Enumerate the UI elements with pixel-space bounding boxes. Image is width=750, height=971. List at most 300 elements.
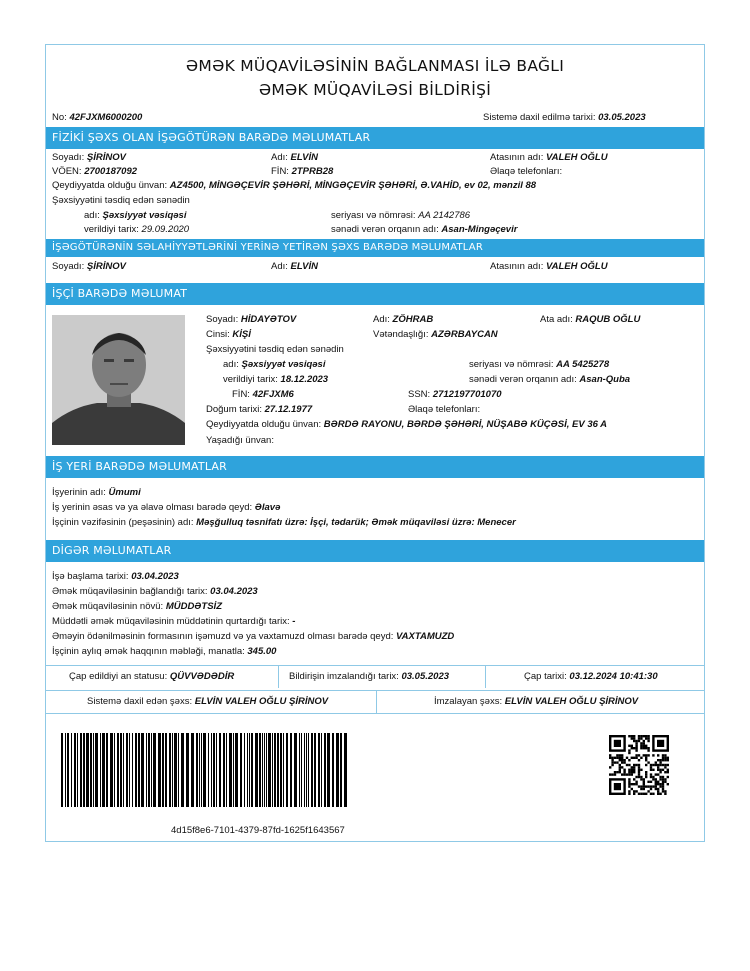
barcode-bar: [199, 733, 200, 807]
barcode-bar: [102, 733, 105, 807]
qr-module: [623, 771, 625, 773]
employee-row-5: [46, 373, 704, 387]
representative-father: Atasının adı: VALEH OĞLU: [490, 261, 608, 272]
qr-module: [664, 781, 666, 783]
qr-module: [657, 759, 659, 761]
qr-finder: [657, 740, 664, 747]
barcode-bar: [266, 733, 267, 807]
barcode-bar: [247, 733, 248, 807]
workplace-row-2: [46, 501, 704, 515]
qr-module: [650, 773, 652, 775]
qr-module: [633, 766, 635, 768]
qr-module: [659, 761, 661, 763]
qr-module: [645, 754, 647, 756]
qr-module: [640, 745, 642, 747]
employee-doc-issuer: sənədi verən orqanın adı: Asan-Quba: [469, 374, 631, 385]
qr-module: [619, 754, 621, 756]
qr-module: [626, 773, 628, 775]
qr-module: [647, 749, 649, 751]
barcode-bar: [67, 733, 69, 807]
employee-fin: FİN: 42FJXM6: [232, 389, 294, 400]
qr-module: [628, 790, 630, 792]
qr-module: [645, 737, 647, 739]
other-row-3: [46, 600, 704, 614]
qr-module: [662, 783, 664, 785]
qr-module: [647, 761, 649, 763]
qr-module: [650, 776, 652, 778]
barcode-bar: [274, 733, 276, 807]
barcode-bar: [280, 733, 282, 807]
employer-voen: VÖEN: 2700187092: [52, 166, 138, 177]
barcode-bar: [74, 733, 76, 807]
qr-module: [659, 771, 661, 773]
qr-module: [643, 793, 645, 795]
qr-module: [640, 735, 642, 737]
workplace-employer-name: İşyerinin adı: Ümumi: [52, 487, 141, 498]
qr-module: [635, 776, 637, 778]
qr-module: [628, 781, 630, 783]
barcode-bar: [162, 733, 164, 807]
qr-module: [645, 757, 647, 759]
barcode-bar: [235, 733, 238, 807]
qr-module: [638, 766, 640, 768]
qr-module: [664, 771, 666, 773]
entry-date: Sistemə daxil edilmə tarixi: 03.05.2023: [483, 112, 646, 123]
barcode-bar: [251, 733, 253, 807]
barcode-bar: [169, 733, 171, 807]
qr-module: [657, 769, 659, 771]
qr-module: [611, 757, 613, 759]
qr-module: [631, 771, 633, 773]
employee-doc-series: seriyası və nömrəsi: AA 5425278: [469, 359, 610, 370]
employee-ssn: SSN: 2712197701070: [408, 389, 502, 400]
qr-module: [643, 783, 645, 785]
barcode-bar: [324, 733, 326, 807]
qr-module: [638, 737, 640, 739]
other-row-6: [46, 645, 704, 659]
barcode-bar: [126, 733, 128, 807]
barcode-bar: [262, 733, 263, 807]
employer-address: Qeydiyyatda olduğu ünvan: AZ4500, MİNGƏÇEVİR ŞƏHƏRİ, MİNGƏÇEVİR ŞƏHƏRİ, Ə.VAHİD, ev 02, mənzil 88: [52, 180, 537, 191]
barcode-bar: [255, 733, 258, 807]
qr-module: [640, 757, 642, 759]
qr-module: [652, 793, 654, 795]
qr-module: [662, 759, 664, 761]
qr-module: [662, 769, 664, 771]
employee-doc-heading: Şəxsiyyətini təsdiq edən sənədin: [206, 344, 344, 355]
qr-module: [647, 747, 649, 749]
qr-module: [631, 745, 633, 747]
qr-module: [659, 785, 661, 787]
qr-module: [647, 754, 649, 756]
qr-module: [635, 745, 637, 747]
qr-module: [667, 759, 669, 761]
employer-row-1: [46, 151, 704, 165]
qr-module: [659, 778, 661, 780]
qr-module: [616, 761, 618, 763]
employer-row-5: [46, 209, 704, 223]
barcode-bar: [314, 733, 316, 807]
qr-module: [631, 737, 633, 739]
barcode-bar: [321, 733, 322, 807]
barcode-bar: [165, 733, 167, 807]
notice-number: No: 42FJXM6000200: [52, 112, 143, 123]
qr-module: [662, 785, 664, 787]
barcode-bar: [249, 733, 250, 807]
qr-module: [667, 771, 669, 773]
qr-module: [626, 757, 628, 759]
qr-module: [619, 769, 621, 771]
qr-module: [643, 745, 645, 747]
employer-row-3: [46, 179, 704, 193]
barcode-bar: [203, 733, 206, 807]
employee-section-header: İŞÇİ BARƏDƏ MƏLUMAT: [46, 283, 704, 305]
qr-module: [633, 778, 635, 780]
qr-module: [635, 754, 637, 756]
qr-module: [643, 740, 645, 742]
qr-module: [611, 773, 613, 775]
qr-module: [659, 776, 661, 778]
qr-module: [623, 773, 625, 775]
employee-row-3: [46, 343, 704, 357]
barcode-bar: [146, 733, 147, 807]
qr-module: [635, 749, 637, 751]
qr-module: [645, 773, 647, 775]
qr-module: [652, 769, 654, 771]
employee-doc-name: adı: Şəxsiyyət vəsiqəsi: [223, 359, 326, 370]
barcode-bar: [138, 733, 140, 807]
barcode-bar: [216, 733, 217, 807]
qr-module: [635, 790, 637, 792]
barcode-bar: [340, 733, 342, 807]
representative-row: [46, 260, 704, 274]
employee-row-6: [46, 388, 704, 402]
qr-module: [621, 766, 623, 768]
qr-module: [667, 764, 669, 766]
barcode-bar: [65, 733, 66, 807]
qr-module: [645, 771, 647, 773]
employer-surname: Soyadı: ŞİRİNOV: [52, 152, 126, 163]
barcode-bar: [196, 733, 198, 807]
qr-module: [650, 769, 652, 771]
employee-row-1: [46, 313, 704, 327]
employer-name: Adı: ELVİN: [271, 152, 318, 163]
workplace-row-3: [46, 516, 704, 530]
barcode-bar: [141, 733, 144, 807]
qr-module: [614, 771, 616, 773]
employee-gender: Cinsi: KİŞİ: [206, 329, 251, 340]
qr-module: [652, 785, 654, 787]
barcode-bar: [286, 733, 288, 807]
qr-module: [647, 740, 649, 742]
qr-module: [609, 766, 611, 768]
salary: İşçinin aylıq əmək haqqının məbləği, manatla: 345.00: [52, 646, 277, 657]
employer-section-header: FİZİKİ ŞƏXS OLAN İŞƏGÖTÜRƏN BARƏDƏ MƏLUMATLAR: [46, 127, 704, 149]
qr-module: [655, 785, 657, 787]
qr-module: [640, 776, 642, 778]
employee-residence: Yaşadığı ünvan:: [206, 435, 274, 446]
header-meta-row: [46, 111, 704, 125]
qr-module: [659, 793, 661, 795]
qr-module: [667, 757, 669, 759]
employer-row-6: [46, 223, 704, 237]
barcode-bar: [201, 733, 202, 807]
other-row-5: [46, 630, 704, 644]
qr-module: [640, 785, 642, 787]
qr-module: [647, 790, 649, 792]
qr-module: [664, 757, 666, 759]
employer-phone: Əlaqə telefonları:: [490, 166, 563, 177]
qr-module: [631, 735, 633, 737]
qr-module: [662, 781, 664, 783]
qr-module: [631, 783, 633, 785]
employee-phone: Əlaqə telefonları:: [408, 404, 481, 415]
barcode-bar: [110, 733, 113, 807]
qr-module: [638, 740, 640, 742]
barcode-bar: [93, 733, 94, 807]
qr-module: [616, 754, 618, 756]
qr-module: [638, 764, 640, 766]
qr-module: [619, 766, 621, 768]
barcode-bar: [306, 733, 307, 807]
qr-module: [626, 764, 628, 766]
qr-module: [659, 769, 661, 771]
document-title-line2: ƏMƏK MÜQAVİLƏSİ BİLDİRİŞİ: [258, 81, 492, 99]
qr-module: [655, 761, 657, 763]
qr-module: [628, 759, 630, 761]
barcode-bar: [259, 733, 261, 807]
employee-row-7: [46, 403, 704, 417]
employee-citizenship: Vətəndaşlığı: AZƏRBAYCAN: [373, 329, 498, 340]
qr-module: [657, 754, 659, 756]
qr-module: [621, 773, 623, 775]
qr-module: [631, 757, 633, 759]
footer-persons-row: [46, 690, 704, 714]
qr-module: [643, 747, 645, 749]
barcode-bar: [120, 733, 122, 807]
document-title-line1: ƏMƏK MÜQAVİLƏSİNİN BAĞLANMASI İLƏ BAĞLI: [185, 57, 565, 75]
qr-module: [619, 764, 621, 766]
qr-module: [664, 766, 666, 768]
qr-module: [647, 735, 649, 737]
qr-module: [611, 764, 613, 766]
qr-module: [633, 757, 635, 759]
qr-module: [609, 773, 611, 775]
qr-module: [643, 735, 645, 737]
workplace-row-1: [46, 486, 704, 500]
barcode-bar: [123, 733, 124, 807]
employee-row-4: [46, 358, 704, 372]
barcode-bar: [211, 733, 212, 807]
qr-module: [628, 752, 630, 754]
qr-module: [650, 793, 652, 795]
footer-status-row: [46, 665, 704, 688]
qr-module: [631, 747, 633, 749]
qr-module: [628, 785, 630, 787]
qr-module: [628, 769, 630, 771]
qr-module: [609, 754, 611, 756]
qr-module: [662, 754, 664, 756]
qr-module: [667, 783, 669, 785]
contract-type: Əmək müqaviləsinin növü: MÜDDƏTSİZ: [52, 601, 222, 612]
qr-module: [643, 754, 645, 756]
qr-module: [652, 776, 654, 778]
barcode-bar: [294, 733, 297, 807]
employer-doc-series: seriyası və nömrəsi: AA 2142786: [331, 210, 471, 221]
qr-module: [623, 761, 625, 763]
qr-module: [657, 781, 659, 783]
barcode-bar: [332, 733, 334, 807]
employee-doc-issue-date: verildiyi tarix: 18.12.2023: [223, 374, 329, 385]
employer-fin: FİN: 2TPRB28: [271, 166, 334, 177]
qr-module: [631, 788, 633, 790]
barcode-bar: [61, 733, 63, 807]
qr-module: [616, 771, 618, 773]
barcode-bar: [283, 733, 284, 807]
qr-module: [628, 735, 630, 737]
other-row-2: [46, 585, 704, 599]
qr-module: [643, 785, 645, 787]
qr-module: [640, 793, 642, 795]
workplace-section-header: İŞ YERİ BARƏDƏ MƏLUMATLAR: [46, 456, 704, 478]
barcode-bar: [311, 733, 313, 807]
qr-module: [619, 757, 621, 759]
qr-module: [614, 761, 616, 763]
qr-module: [655, 788, 657, 790]
barcode-bar: [181, 733, 184, 807]
qr-module: [638, 773, 640, 775]
qr-module: [650, 764, 652, 766]
qr-module: [657, 790, 659, 792]
barcode-bar: [129, 733, 130, 807]
qr-module: [619, 771, 621, 773]
entered-by: Sistemə daxil edən şəxs: ELVİN VALEH OĞLU ŞİRİNOV: [87, 696, 329, 707]
qr-module: [640, 788, 642, 790]
employee-surname: Soyadı: HİDAYƏTOV: [206, 314, 297, 325]
employer-doc-issuer: sənədi verən orqanın adı: Asan-Mingəçevir: [331, 224, 518, 235]
qr-module: [655, 781, 657, 783]
barcode-bar: [272, 733, 273, 807]
barcode-bar: [132, 733, 133, 807]
qr-module: [643, 781, 645, 783]
workplace-position: İşçinin vəzifəsinin (peşəsinin) adı: Məşğulluq təsnifatı üzrə: İşçi, tədarük; Əmək müqaviləsi üzrə: Menecer: [52, 517, 516, 528]
qr-module: [650, 785, 652, 787]
barcode: [61, 733, 351, 807]
barcode-bar: [174, 733, 177, 807]
qr-module: [645, 785, 647, 787]
qr-module: [655, 764, 657, 766]
qr-module: [614, 757, 616, 759]
barcode-bar: [264, 733, 265, 807]
qr-module: [645, 747, 647, 749]
employee-father: Ata adı: RAQUB OĞLU: [540, 314, 641, 325]
barcode-bar: [80, 733, 82, 807]
qr-module: [628, 773, 630, 775]
qr-module: [633, 740, 635, 742]
qr-finder: [614, 740, 621, 747]
qr-module: [621, 757, 623, 759]
qr-module: [657, 773, 659, 775]
employee-birth-date: Doğum tarixi: 27.12.1977: [206, 404, 313, 415]
qr-module: [638, 735, 640, 737]
qr-module: [659, 759, 661, 761]
qr-module: [638, 785, 640, 787]
qr-module: [652, 778, 654, 780]
qr-module: [621, 761, 623, 763]
barcode-bar: [100, 733, 101, 807]
qr-module: [640, 778, 642, 780]
qr-module: [635, 747, 637, 749]
other-row-1: [46, 570, 704, 584]
barcode-bar: [268, 733, 271, 807]
qr-module: [631, 769, 633, 771]
qr-module: [633, 747, 635, 749]
other-section-header: DİGƏR MƏLUMATLAR: [46, 540, 704, 562]
qr-module: [614, 773, 616, 775]
qr-finder: [614, 783, 621, 790]
contract-termination: Müddətli əmək müqaviləsinin müddətinin qurtardığı tarix: -: [52, 616, 296, 627]
qr-module: [655, 783, 657, 785]
qr-module: [635, 764, 637, 766]
barcode-bar: [223, 733, 225, 807]
qr-module: [643, 778, 645, 780]
qr-module: [662, 776, 664, 778]
qr-module: [657, 764, 659, 766]
barcode-bar: [290, 733, 292, 807]
barcode-bar: [77, 733, 78, 807]
print-date: Çap tarixi: 03.12.2024 10:41:30: [524, 671, 658, 682]
qr-module: [635, 783, 637, 785]
qr-module: [638, 754, 640, 756]
qr-module: [635, 740, 637, 742]
contract-signed-date: Əmək müqaviləsinin bağlandığı tarix: 03.04.2023: [52, 586, 258, 597]
qr-module: [657, 783, 659, 785]
qr-module: [628, 749, 630, 751]
qr-module: [638, 793, 640, 795]
employer-row-2: [46, 165, 704, 179]
qr-module: [664, 764, 666, 766]
qr-module: [628, 764, 630, 766]
qr-module: [652, 754, 654, 756]
qr-module: [662, 790, 664, 792]
barcode-bar: [106, 733, 108, 807]
barcode-bar: [151, 733, 152, 807]
qr-code: [609, 735, 669, 795]
qr-module: [623, 769, 625, 771]
qr-module: [667, 776, 669, 778]
qr-module: [635, 781, 637, 783]
qr-module: [643, 742, 645, 744]
representative-surname: Soyadı: ŞİRİNOV: [52, 261, 126, 272]
barcode-bar: [208, 733, 209, 807]
qr-module: [635, 742, 637, 744]
qr-module: [662, 788, 664, 790]
qr-module: [609, 757, 611, 759]
employer-father: Atasının adı: VALEH OĞLU: [490, 152, 608, 163]
barcode-bar: [277, 733, 279, 807]
qr-module: [662, 778, 664, 780]
qr-module: [662, 764, 664, 766]
employee-name: Adı: ZÖHRAB: [373, 314, 434, 325]
barcode-bar: [83, 733, 85, 807]
qr-module: [657, 793, 659, 795]
qr-module: [628, 778, 630, 780]
qr-module: [633, 793, 635, 795]
barcode-bar: [318, 733, 320, 807]
barcode-bar: [191, 733, 194, 807]
qr-module: [628, 793, 630, 795]
barcode-bar: [299, 733, 300, 807]
